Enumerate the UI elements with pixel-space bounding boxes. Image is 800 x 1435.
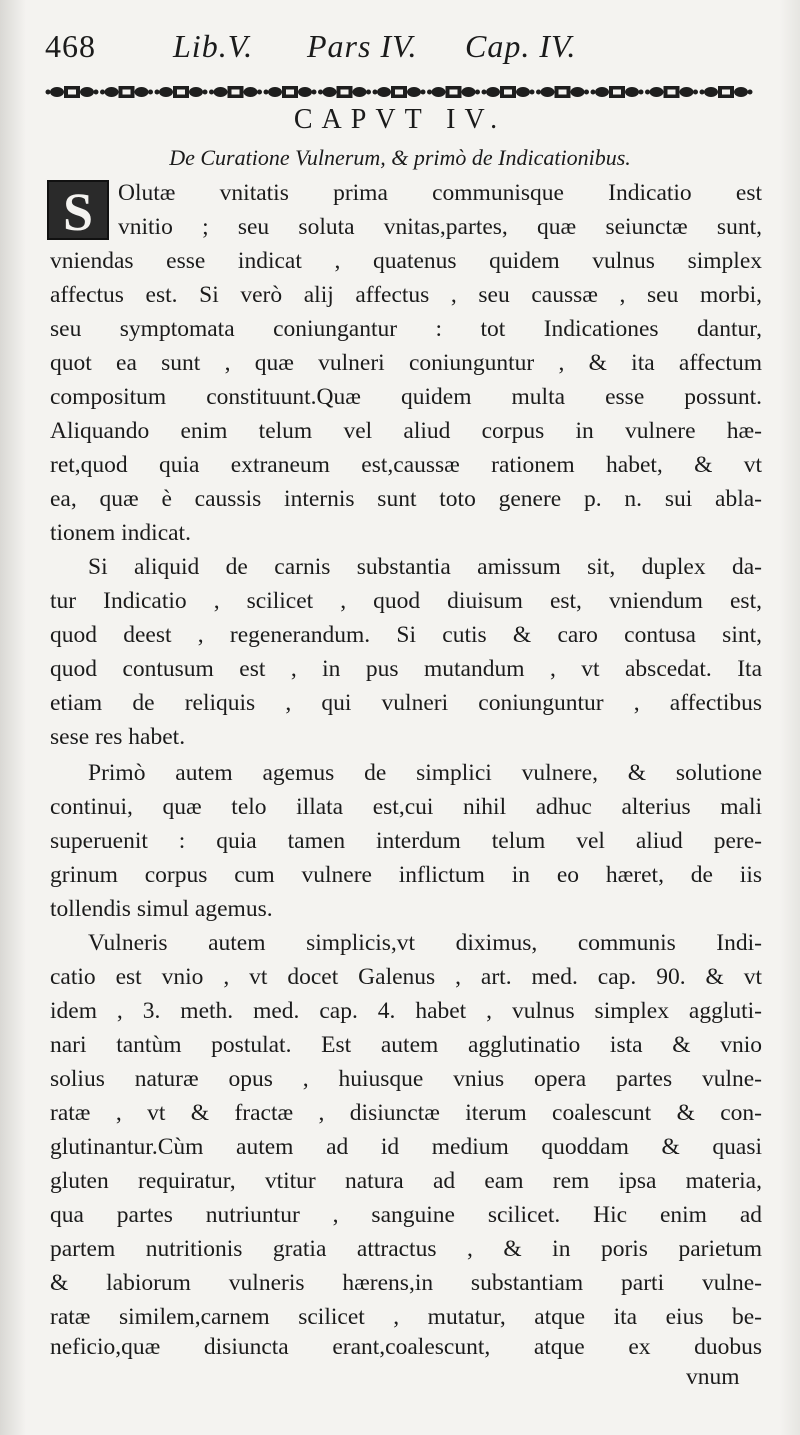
text-line: tur Indicatio , scilicet , quod diuisum est, vniendum est, xyxy=(50,588,762,614)
text-line: quod contusum est , in pus mutandum , vt abscedat. Ita xyxy=(50,656,762,682)
text-line: etiam de reliquis , qui vulneri coniunguntur , affectibus xyxy=(50,690,762,716)
text-line: superuenit : quia tamen interdum telum vel aliud pere- xyxy=(50,828,762,854)
chapter-title: CAPVT IV. xyxy=(293,104,507,135)
text-line: quod deest , regenerandum. Si cutis & caro contusa sint, xyxy=(50,622,762,648)
text-line: tionem indicat. xyxy=(50,520,191,546)
ornament-unit xyxy=(155,86,208,98)
text-line: Olutæ vnitatis prima communisque Indicatio est xyxy=(118,180,762,206)
text-line: compositum constituunt.Quæ quidem multa esse possunt. xyxy=(50,384,762,410)
text-line: neficio,quæ disiuncta erant,coalescunt, atque ex duobus xyxy=(50,1334,762,1360)
text-line: ret,quod quia extraneum est,caussæ rationem habet, & vt xyxy=(50,452,762,478)
text-line: qua partes nutriuntur , sanguine scilicet. Hic enim ad xyxy=(50,1202,762,1228)
text-line: & labiorum vulneris hærens,in substantiam parti vulne- xyxy=(50,1270,762,1296)
catchword: vnum xyxy=(686,1364,740,1390)
ornament-unit xyxy=(700,86,753,98)
running-head-pars: Pars IV. xyxy=(307,28,418,64)
text-line: sese res habet. xyxy=(50,724,186,750)
chapter-subtitle: De Curatione Vulnerum, & primò de Indicationibus. xyxy=(169,145,631,170)
running-head-cap: Cap. IV. xyxy=(465,28,577,64)
text-line: vniendas esse indicat , quatenus quidem vulnus simplex xyxy=(50,248,762,274)
running-head-lib: Lib.V. xyxy=(173,28,254,64)
text-line: ratæ similem,carnem scilicet , mutatur, atque ita eius be- xyxy=(50,1304,762,1330)
text-line: solius naturæ opus , huiusque vnius opera partes vulne- xyxy=(50,1066,762,1092)
text-line: vnitio ; seu soluta vnitas,partes, quæ seiunctæ sunt, xyxy=(118,214,762,240)
text-line: Vulneris autem simplicis,vt diximus, communis Indi- xyxy=(88,930,762,956)
text-line: catio est vnio , vt docet Galenus , art. med. cap. 90. & vt xyxy=(50,964,762,990)
text-line: ea, quæ è caussis internis sunt toto genere p. n. sui abla- xyxy=(50,486,762,512)
ornament-unit xyxy=(373,86,426,98)
running-head xyxy=(45,28,745,68)
headpiece-ornament xyxy=(45,80,755,104)
ornament-unit xyxy=(46,86,99,98)
ornament-unit xyxy=(264,86,317,98)
text-line: quot ea sunt , quæ vulneri coniunguntur , & ita affectum xyxy=(50,350,762,376)
ornament-unit xyxy=(209,86,262,98)
text-line: continui, quæ telo illata est,cui nihil adhuc alterius mali xyxy=(50,794,762,820)
text-line: idem , 3. meth. med. cap. 4. habet , vulnus simplex aggluti- xyxy=(50,998,762,1024)
page-number: 468 xyxy=(45,28,96,64)
drop-cap-initial: S xyxy=(47,180,109,240)
text-line: glutinantur.Cùm autem ad id medium quoddam & quasi xyxy=(50,1134,762,1160)
text-line: tollendis simul agemus. xyxy=(50,896,273,922)
text-line: nari tantùm postulat. Est autem agglutinatio ista & vnio xyxy=(50,1032,762,1058)
ornament-unit xyxy=(100,86,153,98)
ornament-unit xyxy=(536,86,589,98)
text-line: seu symptomata coniungantur : tot Indicationes dantur, xyxy=(50,316,762,342)
ornament-unit xyxy=(427,86,480,98)
ornament-unit xyxy=(591,86,644,98)
ornament-unit xyxy=(482,86,535,98)
text-line: ratæ , vt & fractæ , disiunctæ iterum coalescunt & con- xyxy=(50,1100,762,1126)
text-line: Primò autem agemus de simplici vulnere, & solutione xyxy=(88,760,762,786)
ornament-unit xyxy=(645,86,698,98)
text-line: affectus est. Si verò alij affectus , seu caussæ , seu morbi, xyxy=(50,282,762,308)
ornament-unit xyxy=(318,86,371,98)
text-line: gluten requiratur, vtitur natura ad eam rem ipsa materia, xyxy=(50,1168,762,1194)
text-line: partem nutritionis gratia attractus , & in poris parietum xyxy=(50,1236,762,1262)
text-line: grinum corpus cum vulnere inflictum in eo hæret, de iis xyxy=(50,862,762,888)
text-line: Aliquando enim telum vel aliud corpus in vulnere hæ- xyxy=(50,418,762,444)
text-line: Si aliquid de carnis substantia amissum sit, duplex da- xyxy=(88,554,762,580)
